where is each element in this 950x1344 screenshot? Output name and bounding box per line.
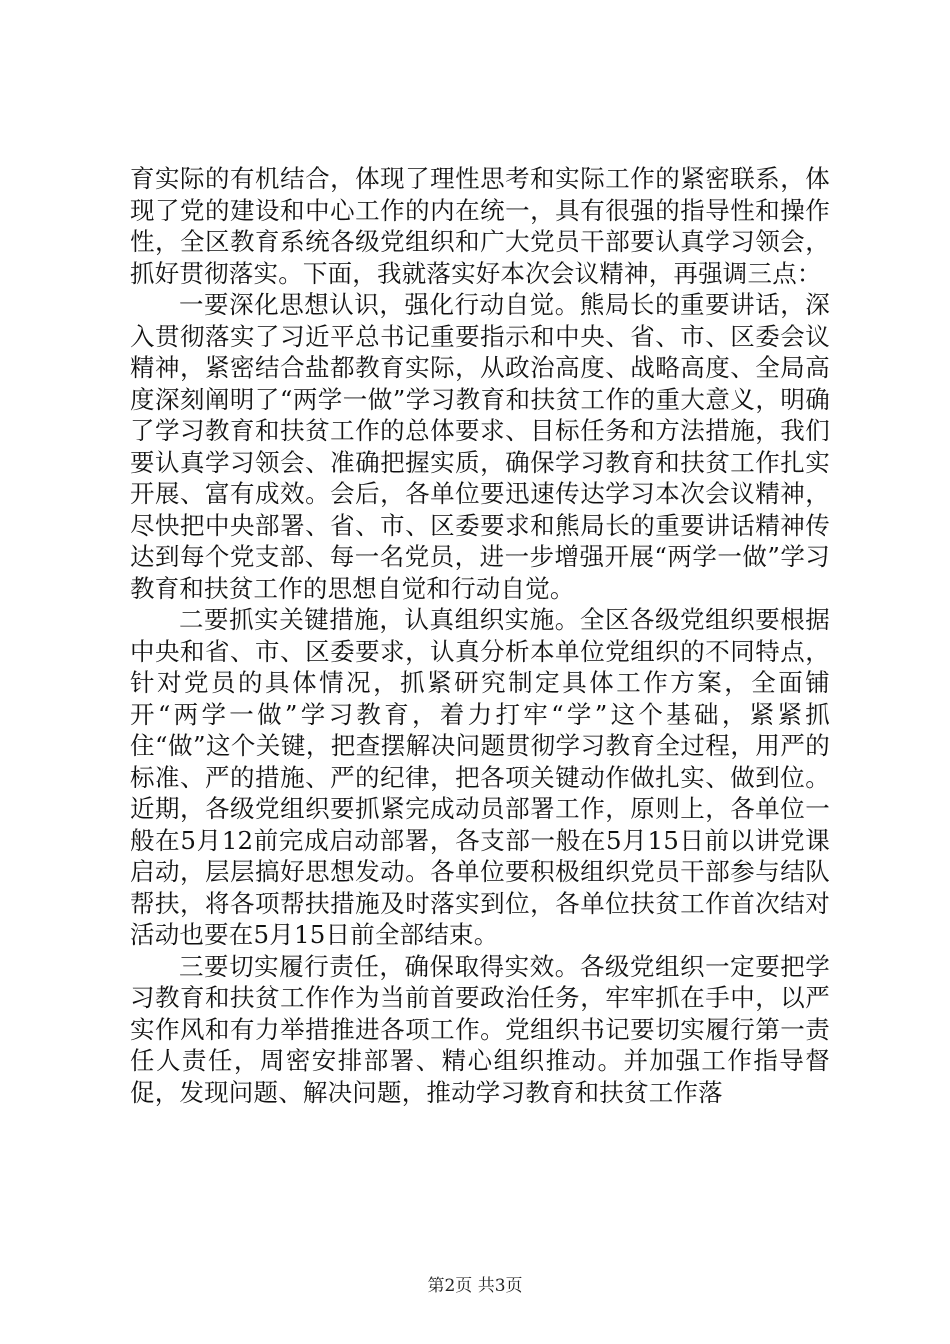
paragraph-point-two: 二要抓实关键措施，认真组织实施。全区各级党组织要根据中央和省、市、区委要求，认真分析本单位党组织的不同特点，针对党员的具体情况，抓紧研究制定具体工作方案，全面铺开“两学一做”学习教育，着力打牢“学”这个基础，紧紧抓住“做”这个关键，把查摆解决问题贯彻学习教育全过程，用严的标准、严的措施、严的纪律，把各项关键动作做扎实、做到位。近期，各级党组织要抓紧完成动员部署工作，原则上，各单位一般在5月12前完成启动部署，各支部一般在5月15日前以讲党课启动，层层搞好思想发动。各单位要积极组织党员干部参与结队帮扶，将各项帮扶措施及时落实到位，各单位扶贫工作首次结对活动也要在5月15日前全部结束。 <box>130 605 830 949</box>
document-body <box>130 163 830 1108</box>
paragraph-point-one: 一要深化思想认识，强化行动自觉。熊局长的重要讲话，深入贯彻落实了习近平总书记重要指示和中央、省、市、区委会议精神，紧密结合盐都教育实际，从政治高度、战略高度、全局高度深刻阐明了“两学一做”学习教育和扶贫工作的重大意义，明确了学习教育和扶贫工作的总体要求、目标任务和方法措施，我们要认真学习领会、准确把握实质，确保学习教育和扶贫工作扎实开展、富有成效。会后，各单位要迅速传达学习本次会议精神，尽快把中央部署、省、市、区委要求和熊局长的重要讲话精神传达到每个党支部、每一名党员，进一步增强开展“两学一做”学习教育和扶贫工作的思想自觉和行动自觉。 <box>130 290 830 603</box>
paragraph-point-three: 三要切实履行责任，确保取得实效。各级党组织一定要把学习教育和扶贫工作作为当前首要政治任务，牢牢抓在手中，以严实作风和有力举措推进各项工作。党组织书记要切实履行第一责任人责任，周密安排部署、精心组织推动。并加强工作指导督促，发现问题、解决问题，推动学习教育和扶贫工作落 <box>130 951 830 1107</box>
page-footer <box>0 1276 950 1296</box>
page-number-label: 第2页 共3页 <box>427 1276 523 1296</box>
paragraph-continuation: 育实际的有机结合，体现了理性思考和实际工作的紧密联系，体现了党的建设和中心工作的内在统一，具有很强的指导性和操作性，全区教育系统各级党组织和广大党员干部要认真学习领会，抓好贯彻落实。下面，我就落实好本次会议精神，再强调三点： <box>130 164 830 288</box>
